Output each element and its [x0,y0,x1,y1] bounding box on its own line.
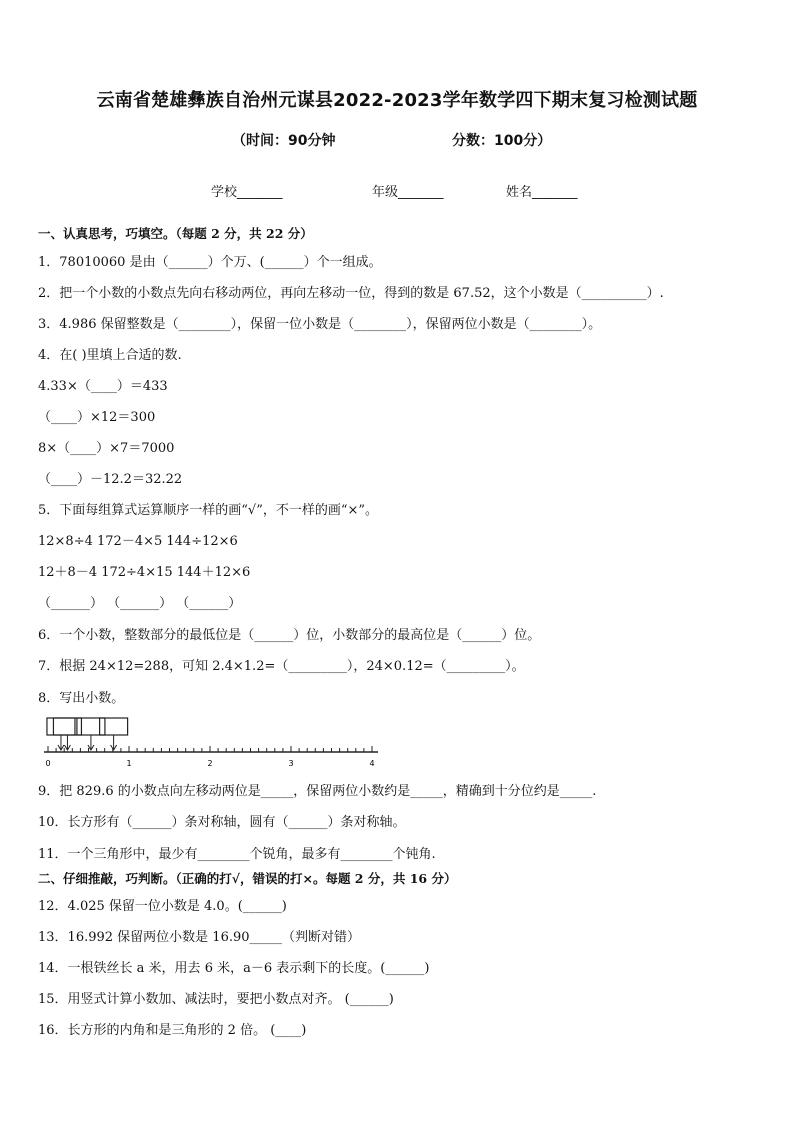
question-q3: 3．4.986 保留整数是（________），保留一位小数是（________），保留两位小数是（________）。 [38,317,602,332]
question-q4d: （____）－12.2＝32.22 [38,472,183,487]
name-field: 姓名_______ [506,185,578,200]
question-q13: 13．16.992 保留两位小数是 16.90_____（判断对错） [38,930,361,945]
question-q5c: （______） （______） （______） [38,596,242,611]
number-line-label: 2 [207,759,213,768]
question-q6: 6．一个小数，整数部分的最低位是（______）位，小数部分的最高位是（______）位。 [38,628,541,643]
question-q5b: 12＋8－4 172÷4×15 144＋12×6 [38,565,251,580]
section-heading: 二、仔细推敲，巧判断。（正确的打√，错误的打×。每题 2 分，共 16 分） [38,871,457,886]
number-line-label: 1 [126,759,132,768]
page-title: 云南省楚雄彝族自治州元谋县2022-2023学年数学四下期末复习检测试题 [96,90,698,111]
question-q2: 2．把一个小数的小数点先向右移动两位，再向左移动一位，得到的数是 67.52，这个小数是（__________）. [38,286,664,301]
question-q10: 10．长方形有（______）条对称轴，圆有（______）条对称轴。 [38,815,406,830]
number-line-label: 0 [45,759,51,768]
question-q5a: 12×8÷4 172－4×5 144÷12×6 [38,534,238,549]
number-line-figure [40,716,380,768]
answer-box[interactable] [100,718,128,735]
number-line-label: 4 [369,759,375,768]
school-field: 学校_______ [211,185,283,200]
number-line-answer-boxes [47,718,128,750]
question-q4a: 4.33×（____）＝433 [38,379,168,394]
question-q5: 5．下面每组算式运算顺序一样的画“√”，不一样的画“×”。 [38,503,379,518]
question-q8: 8．写出小数。 [38,691,125,706]
question-q12: 12．4.025 保留一位小数是 4.0。(______) [38,899,287,914]
number-line-label: 3 [288,759,294,768]
question-q7: 7．根据 24×12=288，可知 2.4×1.2=（_________），24×0.12=（_________）。 [38,659,525,674]
answer-box[interactable] [47,718,75,735]
question-q16: 16．长方形的内角和是三角形的 2 倍。 (____) [38,1023,307,1038]
grade-field: 年级_______ [372,185,444,200]
section-heading: 一、认真思考，巧填空。（每题 2 分，共 22 分） [38,226,313,241]
number-line-labels [45,759,374,768]
question-q4c: 8×（____）×7＝7000 [38,441,175,456]
exam-score: 分数：100分） [452,133,552,149]
question-q4b: （____）×12＝300 [38,410,156,425]
question-q14: 14．一根铁丝长 a 米，用去 6 米，a－6 表示剩下的长度。(______) [38,961,430,976]
question-q1: 1．78010060 是由（______）个万、(______）个一组成。 [38,255,382,270]
number-line-ticks [44,746,378,752]
exam-time: （时间：90分钟 [232,133,336,149]
question-q11: 11．一个三角形中，最少有________个锐角，最多有________个钝角. [38,847,436,862]
question-q4: 4．在( )里填上合适的数. [38,348,182,363]
question-q9: 9．把 829.6 的小数点向左移动两位是_____，保留两位小数约是_____，精确到十分位约是_____. [38,784,597,799]
question-q15: 15．用竖式计算小数加、减法时，要把小数点对齐。 (______) [38,992,394,1007]
